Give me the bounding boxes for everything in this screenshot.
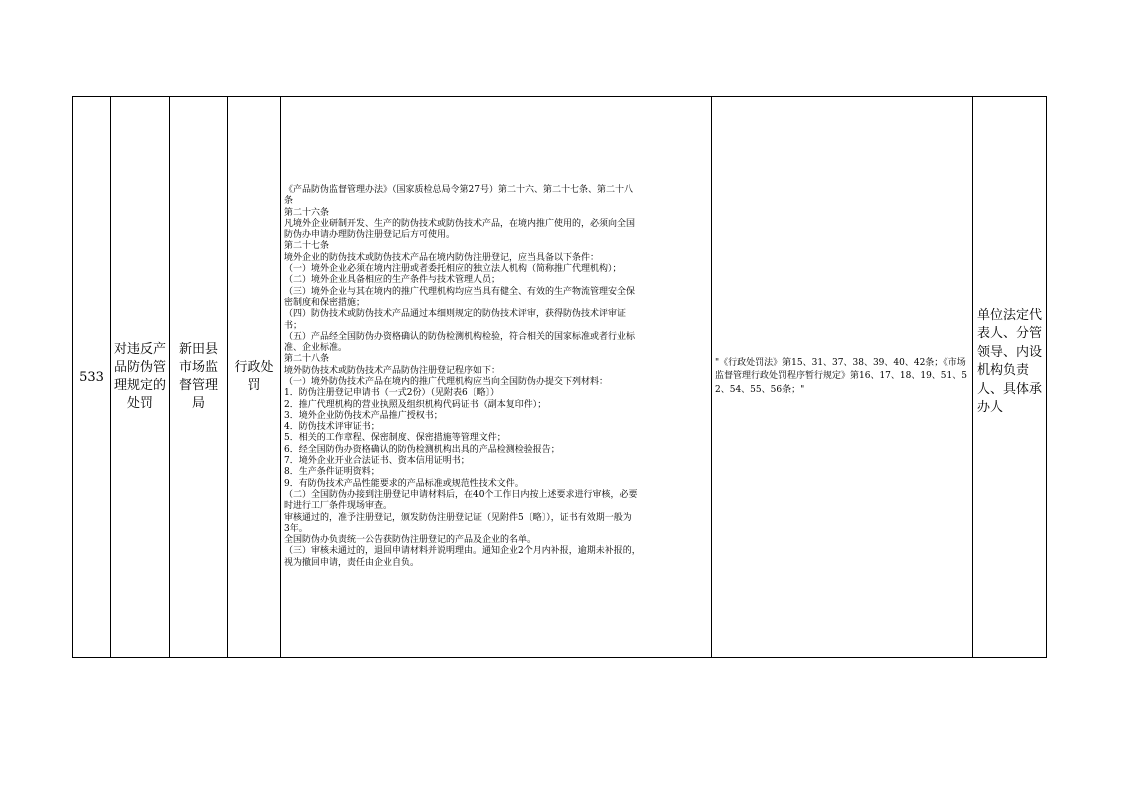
legal-basis-line: （一）境外防伪技术产品在境内的推广代理机构应当向全国防伪办提交下列材料： bbox=[284, 377, 609, 387]
penalty-basis-cell bbox=[712, 97, 973, 658]
legal-basis-line: 全国防伪办负责统一公告获防伪注册登记的产品及企业的名单。 bbox=[284, 535, 537, 546]
legal-basis-line: （二）全国防伪办接到注册登记申请材料后，在40个工作日内按上述要求进行审核，必要 bbox=[284, 489, 638, 500]
legal-basis-line: 9．有防伪技术产品性能要求的产品标准或规范性技术文件。 bbox=[284, 478, 524, 489]
category-name: 行政处罚 bbox=[234, 360, 274, 393]
legal-basis-line: 2．推广代理机构的营业执照及组织机构代码证书（副本复印件）； bbox=[284, 399, 547, 410]
legal-basis-line: 防伪办申请办理防伪注册登记后方可使用。 bbox=[284, 230, 456, 241]
legal-basis-line: （三）审核未通过的，退回申请材料并说明理由。通知企业2个月内补报，逾期未补报的， bbox=[284, 546, 641, 557]
legal-basis-line: 3年。 bbox=[284, 523, 308, 534]
legal-basis-line: 准、企业标准。 bbox=[284, 343, 348, 354]
department-name: 新田县市场监督管理局 bbox=[178, 342, 218, 411]
legal-basis-line: 凡境外企业研制开发、生产的防伪技术或防伪技术产品，在境内推广使用的，必须向全国 bbox=[284, 218, 636, 229]
legal-basis-line: （一）境外企业必须在境内注册或者委托相应的独立法人机构（简称推广代理机构）； bbox=[284, 264, 622, 275]
legal-basis-text bbox=[281, 185, 711, 569]
legal-basis-line: 第二十八条 bbox=[284, 354, 330, 365]
category-cell bbox=[228, 97, 281, 658]
legal-basis-line: 时进行工厂条件现场审查。 bbox=[284, 501, 393, 512]
legal-basis-line: 6．经全国防伪办资格确认的防伪检测机构出具的产品检测检验报告； bbox=[284, 444, 560, 455]
legal-basis-line: 境外防伪技术或防伪技术产品防伪注册登记程序如下： bbox=[284, 365, 501, 376]
legal-basis-line: （二）境外企业具备相应的生产条件与技术管理人员； bbox=[284, 275, 501, 286]
legal-basis-line: 审核通过的，准予注册登记，颁发防伪注册登记证（见附件5〔略〕），证书有效期一般为 bbox=[284, 512, 632, 523]
legal-basis-line: 密制度和保密措施； bbox=[284, 297, 366, 308]
legal-basis-line: 条 bbox=[284, 196, 294, 207]
legal-basis-line: 视为撤回申请，责任由企业自负。 bbox=[284, 557, 420, 568]
legal-basis-line: （三）境外企业与其在境内的推广代理机构均应当具有健全、有效的生产物流管理安全保 bbox=[284, 286, 636, 297]
department-cell bbox=[170, 97, 228, 658]
responsible-cell bbox=[973, 97, 1047, 658]
legal-basis-line: 8．生产条件证明资料； bbox=[284, 467, 380, 478]
table-row bbox=[73, 97, 1047, 658]
legal-basis-line: （四）防伪技术或防伪技术产品通过本细则规定的防伪技术评审，获得防伪技术评审证 bbox=[284, 309, 627, 320]
responsible-text: 单位法定代表人、分管领导、内设机构负责人、具体承办人 bbox=[977, 307, 1043, 415]
penalty-basis-text: "《行政处罚法》第15、31、37、38、39、40、42条；《市场监督管理行政处罚程序暂行规定》第16、17、18、19、51、52、54、55、56条；" bbox=[715, 357, 967, 395]
legal-basis-line: 书； bbox=[284, 320, 303, 331]
row-number: 533 bbox=[79, 369, 104, 385]
legal-basis-line: 5．相关的工作章程、保密制度、保密措施等管理文件； bbox=[284, 433, 506, 444]
authority-table bbox=[72, 96, 1047, 658]
legal-basis-line: 境外企业的防伪技术或防伪技术产品在境内防伪注册登记，应当具备以下条件： bbox=[284, 252, 600, 263]
legal-basis-line: （五）产品经全国防伪办资格确认的防伪检测机构检验，符合相关的国家标准或者行业标 bbox=[284, 331, 636, 342]
legal-basis-line: 《产品防伪监督管理办法》（国家质检总局令第27号）第二十六、第二十七条、第二十八 bbox=[284, 184, 633, 195]
legal-basis-line: 7．境外企业开业合法证书、资本信用证明书； bbox=[284, 456, 470, 467]
row-number-cell bbox=[73, 97, 111, 658]
legal-basis-cell bbox=[281, 97, 712, 658]
item-name: 对违反产品防伪管理规定的处罚 bbox=[113, 342, 166, 411]
legal-basis-line: 第二十七条 bbox=[284, 241, 330, 252]
legal-basis-line: 1．防伪注册登记申请书（一式2份）（见附表6〔略〕） bbox=[284, 388, 500, 399]
item-name-cell bbox=[111, 97, 170, 658]
legal-basis-line: 4．防伪技术评审证书； bbox=[284, 422, 380, 433]
legal-basis-line: 第二十六条 bbox=[284, 207, 330, 218]
legal-basis-line: 3．境外企业防伪技术产品推广授权书； bbox=[284, 410, 443, 421]
